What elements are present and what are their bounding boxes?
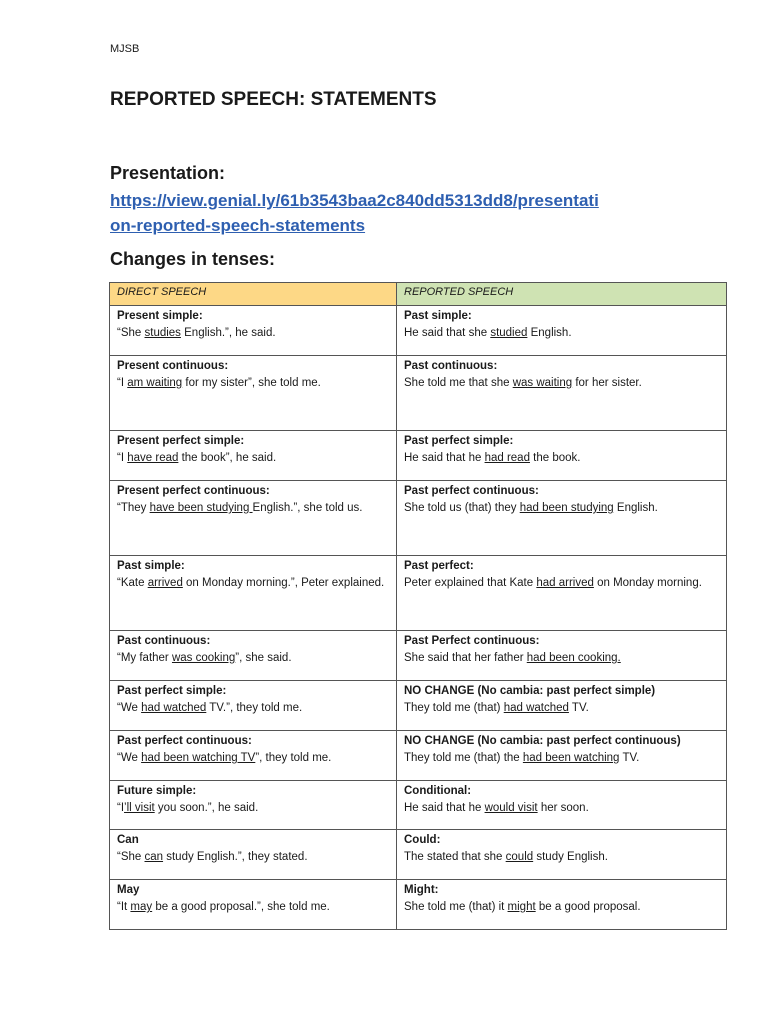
example-text: her soon. (537, 802, 589, 814)
example-text: She told me that she (404, 377, 513, 389)
example-text: on Monday morning. (593, 577, 702, 589)
example-text: “We (117, 752, 142, 764)
direct-example-sentence (117, 375, 389, 392)
highlighted-verb: had been watching (522, 752, 620, 764)
example-text: “Kate (117, 577, 148, 589)
direct-example-sentence (117, 500, 389, 517)
reported-tense-label: Past perfect simple: (404, 435, 514, 447)
reported-tense-label: NO CHANGE (No cambia: past perfect continuous) (404, 735, 681, 747)
example-text: “They (117, 502, 150, 514)
reported-example-sentence (404, 450, 719, 467)
example-text: for my sister”, she told me. (182, 377, 321, 389)
reported-speech-cell (397, 431, 727, 481)
highlighted-verb: could (505, 851, 534, 863)
reported-speech-cell (397, 306, 727, 356)
table-row (110, 431, 727, 481)
table-row (110, 556, 727, 631)
example-text: on Monday morning.”, Peter explained. (182, 577, 385, 589)
reported-tense-label: Could: (404, 834, 441, 846)
highlighted-verb: might (507, 901, 536, 913)
direct-speech-cell (110, 781, 397, 830)
direct-example-sentence (117, 325, 389, 342)
reported-example-sentence (404, 325, 719, 342)
example-text: TV. (619, 752, 640, 764)
highlighted-verb: had been watching TV (141, 752, 256, 764)
direct-speech-cell (110, 631, 397, 681)
presentation-link[interactable] (110, 188, 670, 238)
direct-speech-cell (110, 556, 397, 631)
reported-tense-label: Past Perfect continuous: (404, 635, 540, 647)
direct-example-sentence (117, 899, 389, 916)
highlighted-verb: had watched (503, 702, 569, 714)
table-row (110, 731, 727, 781)
reported-speech-cell (397, 681, 727, 731)
highlighted-verb: was cooking (171, 652, 236, 664)
example-text: She told us (that) they (404, 502, 520, 514)
example-text: They told me (that) (404, 702, 504, 714)
table-row (110, 781, 727, 830)
header-direct-speech: DIRECT SPEECH (110, 283, 397, 306)
reported-tense-label: Conditional: (404, 785, 472, 797)
example-text: study English.”, they stated. (163, 851, 308, 863)
direct-example-sentence (117, 800, 389, 817)
example-text: the book. (529, 452, 581, 464)
direct-tense-label: Past simple: (117, 560, 185, 572)
highlighted-verb: have read (127, 452, 179, 464)
reported-speech-cell (397, 781, 727, 830)
example-text: “I (117, 802, 125, 814)
reported-example-sentence (404, 700, 719, 717)
presentation-link-line-2[interactable]: on-reported-speech-statements (110, 216, 366, 235)
table-row (110, 631, 727, 681)
reported-speech-cell (397, 731, 727, 781)
direct-speech-cell (110, 306, 397, 356)
example-text: “We (117, 702, 142, 714)
reported-example-sentence (404, 800, 719, 817)
direct-example-sentence (117, 700, 389, 717)
table-row (110, 880, 727, 930)
reported-speech-cell (397, 481, 727, 556)
example-text: She said that her father (404, 652, 527, 664)
direct-example-sentence (117, 650, 389, 667)
highlighted-verb: can (144, 851, 164, 863)
example-text: He said that he (404, 802, 485, 814)
example-text: English.”, he said. (180, 327, 276, 339)
author-initials: MJSB (110, 43, 140, 55)
highlighted-verb: was waiting (512, 377, 573, 389)
reported-tense-label: Past perfect continuous: (404, 485, 539, 497)
direct-speech-cell (110, 356, 397, 431)
direct-example-sentence (117, 849, 389, 866)
example-text: TV.”, they told me. (206, 702, 303, 714)
reported-example-sentence (404, 575, 719, 592)
highlighted-verb: have been studying (149, 502, 253, 514)
example-text: Peter explained that Kate (404, 577, 537, 589)
example-text: The stated that she (404, 851, 506, 863)
table-row (110, 356, 727, 431)
highlighted-verb: would visit (484, 802, 538, 814)
example-text: TV. (568, 702, 589, 714)
direct-tense-label: Present continuous: (117, 360, 229, 372)
table-row (110, 830, 727, 880)
highlighted-verb: arrived (147, 577, 183, 589)
table-row (110, 481, 727, 556)
presentation-label: Presentation: (110, 163, 226, 183)
example-text: ”, they told me. (255, 752, 332, 764)
direct-example-sentence (117, 750, 389, 767)
reported-example-sentence (404, 650, 719, 667)
example-text: He said that he (404, 452, 485, 464)
page-title: REPORTED SPEECH: STATEMENTS (110, 89, 437, 110)
example-text: you soon.”, he said. (154, 802, 259, 814)
reported-example-sentence (404, 500, 719, 517)
example-text: English. (527, 327, 572, 339)
example-text: study English. (533, 851, 608, 863)
reported-tense-label: Past perfect: (404, 560, 474, 572)
example-text: ”, she said. (235, 652, 292, 664)
reported-tense-label: Past continuous: (404, 360, 498, 372)
highlighted-verb: studies (144, 327, 181, 339)
direct-speech-cell (110, 830, 397, 880)
reported-speech-cell (397, 356, 727, 431)
highlighted-verb: studied (490, 327, 528, 339)
direct-speech-cell (110, 431, 397, 481)
table-row (110, 681, 727, 731)
direct-tense-label: Future simple: (117, 785, 197, 797)
example-text: “She (117, 851, 145, 863)
direct-tense-label: May (117, 884, 140, 896)
highlighted-verb: had been cooking. (526, 652, 621, 664)
reported-speech-cell (397, 631, 727, 681)
example-text: be a good proposal. (535, 901, 641, 913)
table-header-row (110, 283, 727, 306)
highlighted-verb: may (130, 901, 153, 913)
reported-tense-label: NO CHANGE (No cambia: past perfect simple) (404, 685, 656, 697)
example-text: the book”, he said. (178, 452, 277, 464)
highlighted-verb: ’ll visit (124, 802, 155, 814)
direct-tense-label: Past perfect simple: (117, 685, 227, 697)
direct-example-sentence (117, 450, 389, 467)
reported-speech-cell (397, 830, 727, 880)
table-row (110, 306, 727, 356)
highlighted-verb: had been studying (519, 502, 614, 514)
table-body (110, 306, 727, 930)
example-text: She told me (that) it (404, 901, 508, 913)
direct-speech-cell (110, 731, 397, 781)
example-text: be a good proposal.”, she told me. (152, 901, 330, 913)
example-text: English.”, she told us. (252, 502, 363, 514)
example-text: for her sister. (572, 377, 642, 389)
reported-example-sentence (404, 375, 719, 392)
example-text: English. (613, 502, 658, 514)
direct-tense-label: Present perfect simple: (117, 435, 245, 447)
reported-tense-label: Might: (404, 884, 439, 896)
reported-tense-label: Past simple: (404, 310, 472, 322)
example-text: “My father (117, 652, 172, 664)
reported-example-sentence (404, 849, 719, 866)
direct-tense-label: Present simple: (117, 310, 203, 322)
example-text: “I (117, 377, 128, 389)
header-reported-speech: REPORTED SPEECH (397, 283, 727, 306)
example-text: He said that she (404, 327, 491, 339)
section-heading: Changes in tenses: (110, 249, 276, 269)
direct-speech-cell (110, 681, 397, 731)
direct-speech-cell (110, 481, 397, 556)
reported-example-sentence (404, 899, 719, 916)
presentation-link-line-1[interactable]: https://view.genial.ly/61b3543baa2c840dd5313dd8/presentati (110, 191, 599, 210)
highlighted-verb: am waiting (127, 377, 183, 389)
highlighted-verb: had read (484, 452, 530, 464)
tenses-table (109, 282, 727, 930)
highlighted-verb: had watched (141, 702, 207, 714)
example-text: “It (117, 901, 131, 913)
reported-speech-cell (397, 880, 727, 930)
direct-tense-label: Past continuous: (117, 635, 211, 647)
highlighted-verb: had arrived (536, 577, 594, 589)
example-text: “I (117, 452, 128, 464)
direct-speech-cell (110, 880, 397, 930)
reported-example-sentence (404, 750, 719, 767)
reported-speech-cell (397, 556, 727, 631)
direct-example-sentence (117, 575, 389, 592)
direct-tense-label: Past perfect continuous: (117, 735, 252, 747)
example-text: They told me (that) the (404, 752, 523, 764)
direct-tense-label: Present perfect continuous: (117, 485, 270, 497)
direct-tense-label: Can (117, 834, 139, 846)
example-text: “She (117, 327, 145, 339)
